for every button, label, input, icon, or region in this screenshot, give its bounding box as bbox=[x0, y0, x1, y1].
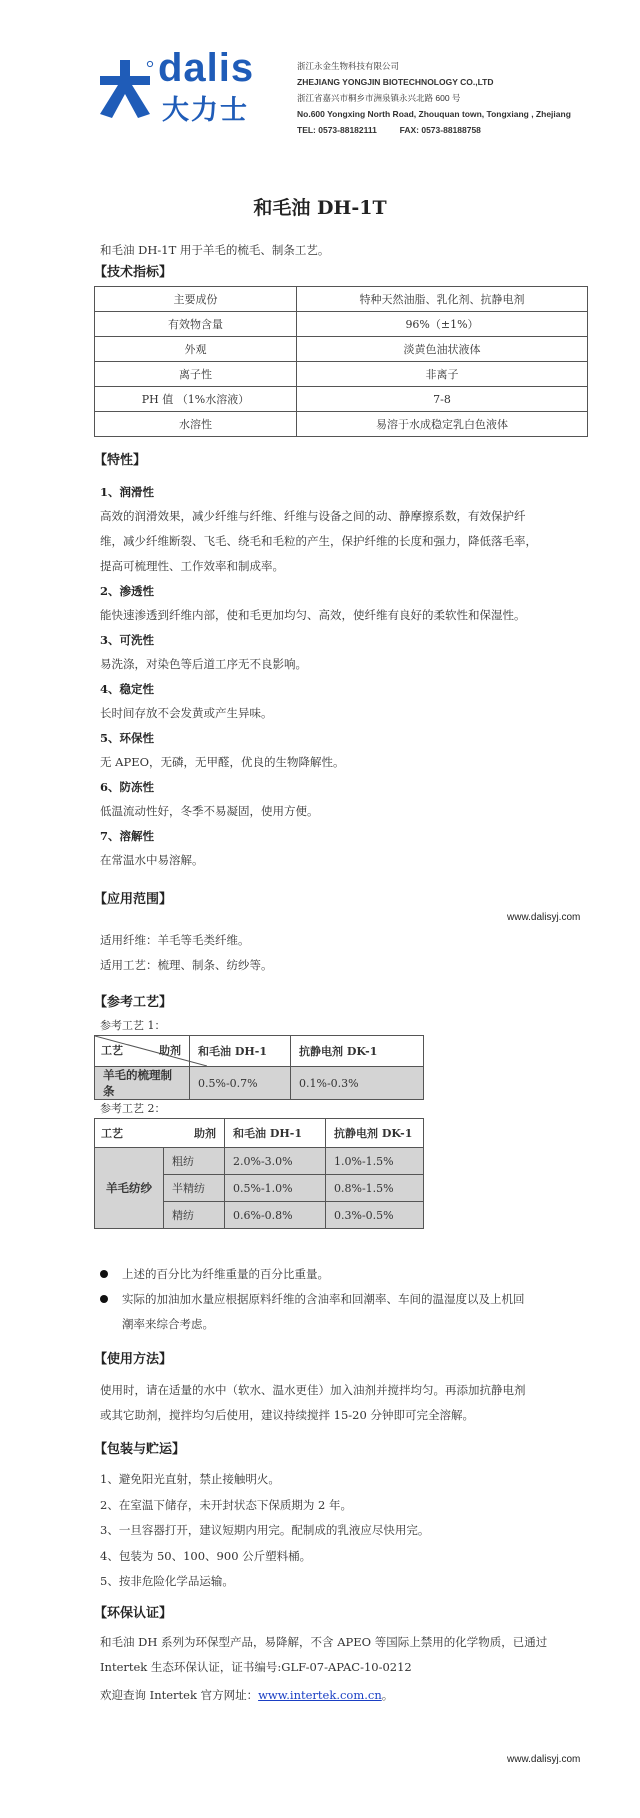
intro-text: 和毛油 DH-1T 用于羊毛的梳毛、制条工艺。 bbox=[100, 243, 330, 257]
usage-heading: 【使用方法】 bbox=[94, 1352, 173, 1367]
eco-visit-prefix: 欢迎查询 Intertek 官方网址： bbox=[100, 1688, 259, 1702]
feature-item bbox=[100, 824, 600, 873]
usage-line-1: 使用时，请在适量的水中（软水、温水更佳）加入油剂并搅拌均匀。再添加抗静电剂 bbox=[100, 1383, 526, 1397]
note-item bbox=[100, 1287, 590, 1337]
feature-text: 提高可梳理性、工作效率和制成率。 bbox=[100, 559, 284, 573]
feature-text: 长时间存放不会发黄或产生异味。 bbox=[100, 706, 273, 720]
eco-text bbox=[100, 1630, 547, 1708]
application-fiber: 适用纤维：羊毛等毛类纤维。 bbox=[100, 933, 250, 947]
storage-item: 5、按非危险化学品运输。 bbox=[100, 1574, 234, 1588]
process-1-row-label: 羊毛的梳理制条 bbox=[95, 1067, 190, 1100]
website-bottom: www.dalisyj.com bbox=[507, 1754, 581, 1765]
spec-value: 7-8 bbox=[297, 387, 588, 412]
usage-line-2: 或其它助剂，搅拌均匀后使用，建议持续搅拌 15-20 分钟即可完全溶解。 bbox=[100, 1408, 474, 1422]
eco-heading: 【环保认证】 bbox=[94, 1606, 173, 1621]
storage-list bbox=[100, 1467, 429, 1595]
company-tel: TEL: 0573-88182111 bbox=[297, 125, 377, 135]
features-list bbox=[100, 480, 600, 873]
storage-item: 3、一旦容器打开，建议短期内用完。配制成的乳液应尽快用完。 bbox=[100, 1523, 430, 1537]
feature-title: 6、防冻性 bbox=[100, 780, 155, 794]
dalis-logo bbox=[92, 46, 282, 126]
spec-value: 淡黄色油状液体 bbox=[297, 337, 588, 362]
company-name-cn: 浙江永金生物科技有限公司 bbox=[297, 61, 400, 71]
feature-item bbox=[100, 480, 600, 579]
spec-label: 主要成份 bbox=[95, 287, 297, 312]
spec-label: 外观 bbox=[95, 337, 297, 362]
website-top: www.dalisyj.com bbox=[507, 912, 581, 923]
eco-visit bbox=[100, 1683, 547, 1708]
note-text: 潮率来综合考虑。 bbox=[122, 1317, 214, 1331]
feature-title: 7、溶解性 bbox=[100, 829, 155, 843]
feature-item bbox=[100, 579, 600, 628]
reference-heading: 【参考工艺】 bbox=[94, 995, 173, 1010]
feature-title: 5、环保性 bbox=[100, 731, 155, 745]
process-2-row-b: 0.3%-0.5% bbox=[326, 1202, 424, 1229]
eco-line-1: 和毛油 DH 系列为环保型产品，易降解，不含 APEO 等国际上禁用的化学物质，已通过 bbox=[100, 1635, 548, 1649]
process-1-col-a: 和毛油 DH-1 bbox=[190, 1036, 291, 1067]
spec-row bbox=[95, 362, 588, 387]
process-2-row-name: 半精纺 bbox=[164, 1175, 225, 1202]
process-1-table bbox=[94, 1035, 424, 1100]
company-address-cn: 浙江省嘉兴市桐乡市洲泉镇永兴北路 600 号 bbox=[297, 93, 461, 103]
feature-text: 能快速渗透到纤维内部，使和毛更加均匀、高效，使纤维有良好的柔软性和保湿性。 bbox=[100, 608, 526, 622]
spec-row bbox=[95, 287, 588, 312]
company-contact bbox=[297, 122, 571, 138]
process-2-row-a: 0.5%-1.0% bbox=[225, 1175, 326, 1202]
bullet-icon bbox=[100, 1270, 108, 1278]
feature-text: 维，减少纤维断裂、飞毛、绕毛和毛粒的产生，保护纤维的长度和强力，降低落毛率， bbox=[100, 534, 537, 548]
feature-title: 4、稳定性 bbox=[100, 682, 155, 696]
eco-line-2: Intertek 生态环保认证，证书编号:GLF-07-APAC-10-0212 bbox=[100, 1660, 412, 1674]
feature-text: 低温流动性好，冬季不易凝固，使用方便。 bbox=[100, 804, 319, 818]
feature-text: 无 APEO，无磷，无甲醛，优良的生物降解性。 bbox=[100, 755, 345, 769]
spec-value: 特种天然油脂、乳化剂、抗静电剂 bbox=[297, 287, 588, 312]
application-lines bbox=[100, 928, 273, 978]
features-heading: 【特性】 bbox=[94, 453, 147, 468]
feature-item bbox=[100, 726, 600, 775]
feature-item bbox=[100, 628, 600, 677]
company-fax: FAX: 0573-88188758 bbox=[399, 125, 481, 135]
logo-wordmark: dalis bbox=[158, 46, 255, 90]
company-info bbox=[297, 58, 571, 138]
process-2-table bbox=[94, 1118, 424, 1229]
spec-label: 水溶性 bbox=[95, 412, 297, 437]
process-1-col-agent: 助剂 bbox=[159, 1044, 181, 1057]
spec-label: PH 值 （1%水溶液） bbox=[95, 387, 297, 412]
storage-heading: 【包装与贮运】 bbox=[94, 1442, 186, 1457]
process-2-col-process: 工艺 bbox=[101, 1127, 123, 1140]
feature-text: 易洗涤，对染色等后道工序无不良影响。 bbox=[100, 657, 307, 671]
process-2-group bbox=[95, 1148, 164, 1229]
process-1-row-a: 0.5%-0.7% bbox=[190, 1067, 291, 1100]
page-title: 和毛油 DH-1T bbox=[253, 197, 387, 219]
storage-item: 2、在室温下储存，未开封状态下保质期为 2 年。 bbox=[100, 1497, 352, 1512]
process-2-col-a: 和毛油 DH-1 bbox=[225, 1119, 326, 1148]
process-2-row-a: 0.6%-0.8% bbox=[225, 1202, 326, 1229]
spec-row bbox=[95, 312, 588, 337]
process-1-row-b: 0.1%-0.3% bbox=[291, 1067, 424, 1100]
feature-title: 2、渗透性 bbox=[100, 584, 155, 598]
feature-title: 1、润滑性 bbox=[100, 485, 155, 499]
company-name-en: ZHEJIANG YONGJIN BIOTECHNOLOGY CO.,LTD bbox=[297, 77, 494, 87]
note-text: 上述的百分比为纤维重量的百分比重量。 bbox=[122, 1267, 329, 1281]
storage-item: 1、避免阳光直射，禁止接触明火。 bbox=[100, 1472, 280, 1486]
feature-item bbox=[100, 677, 600, 726]
spec-label: 离子性 bbox=[95, 362, 297, 387]
company-address-en: No.600 Yongxing North Road, Zhouquan town, Tongxiang , Zhejiang bbox=[297, 109, 571, 119]
process-2-row-name: 精纺 bbox=[164, 1202, 225, 1229]
process-2-group-label: 羊毛纺纱 bbox=[106, 1181, 152, 1195]
process-2-row bbox=[95, 1148, 424, 1175]
notes-list bbox=[100, 1262, 590, 1337]
spec-heading: 【技术指标】 bbox=[94, 265, 173, 280]
feature-text: 高效的润滑效果，减少纤维与纤维、纤维与设备之间的动、静摩擦系数，有效保护纤 bbox=[100, 509, 526, 523]
process-2-row-b: 0.8%-1.5% bbox=[326, 1175, 424, 1202]
usage-text bbox=[100, 1378, 526, 1428]
spec-table bbox=[94, 286, 588, 437]
eco-visit-suffix: 。 bbox=[381, 1688, 394, 1702]
process-2-col-b: 抗静电剂 DK-1 bbox=[326, 1119, 424, 1148]
spec-row bbox=[95, 412, 588, 437]
process-2-corner bbox=[95, 1119, 225, 1148]
note-item bbox=[100, 1262, 590, 1287]
feature-title: 3、可洗性 bbox=[100, 633, 155, 647]
bullet-icon bbox=[100, 1295, 108, 1303]
process-1-col-process: 工艺 bbox=[101, 1044, 123, 1057]
feature-text: 在常温水中易溶解。 bbox=[100, 853, 204, 867]
spec-row bbox=[95, 337, 588, 362]
feature-item bbox=[100, 775, 600, 824]
spec-value: 易溶于水成稳定乳白色液体 bbox=[297, 412, 588, 437]
spec-value: 96%（±1%） bbox=[297, 312, 588, 337]
spec-label: 有效物含量 bbox=[95, 312, 297, 337]
spec-row bbox=[95, 387, 588, 412]
spec-value: 非离子 bbox=[297, 362, 588, 387]
process-1-label: 参考工艺 1： bbox=[100, 1019, 166, 1032]
process-2-row-b: 1.0%-1.5% bbox=[326, 1148, 424, 1175]
application-heading: 【应用范围】 bbox=[94, 892, 173, 907]
process-2-row-name: 粗纺 bbox=[164, 1148, 225, 1175]
process-1-col-b: 抗静电剂 DK-1 bbox=[291, 1036, 424, 1067]
intertek-link[interactable]: www.intertek.com.cn bbox=[258, 1688, 382, 1702]
process-2-row-a: 2.0%-3.0% bbox=[225, 1148, 326, 1175]
note-text: 实际的加油加水量应根据原料纤维的含油率和回潮率、车间的温湿度以及上机回 bbox=[122, 1292, 525, 1306]
application-process: 适用工艺：梳理、制条、纺纱等。 bbox=[100, 958, 273, 972]
process-2-col-agent: 助剂 bbox=[194, 1127, 216, 1140]
storage-item: 4、包装为 50、100、900 公斤塑料桶。 bbox=[100, 1548, 312, 1563]
process-1-corner bbox=[95, 1036, 190, 1067]
process-2-label: 参考工艺 2： bbox=[100, 1102, 166, 1115]
logo-chinese: 大力士 bbox=[162, 95, 249, 126]
